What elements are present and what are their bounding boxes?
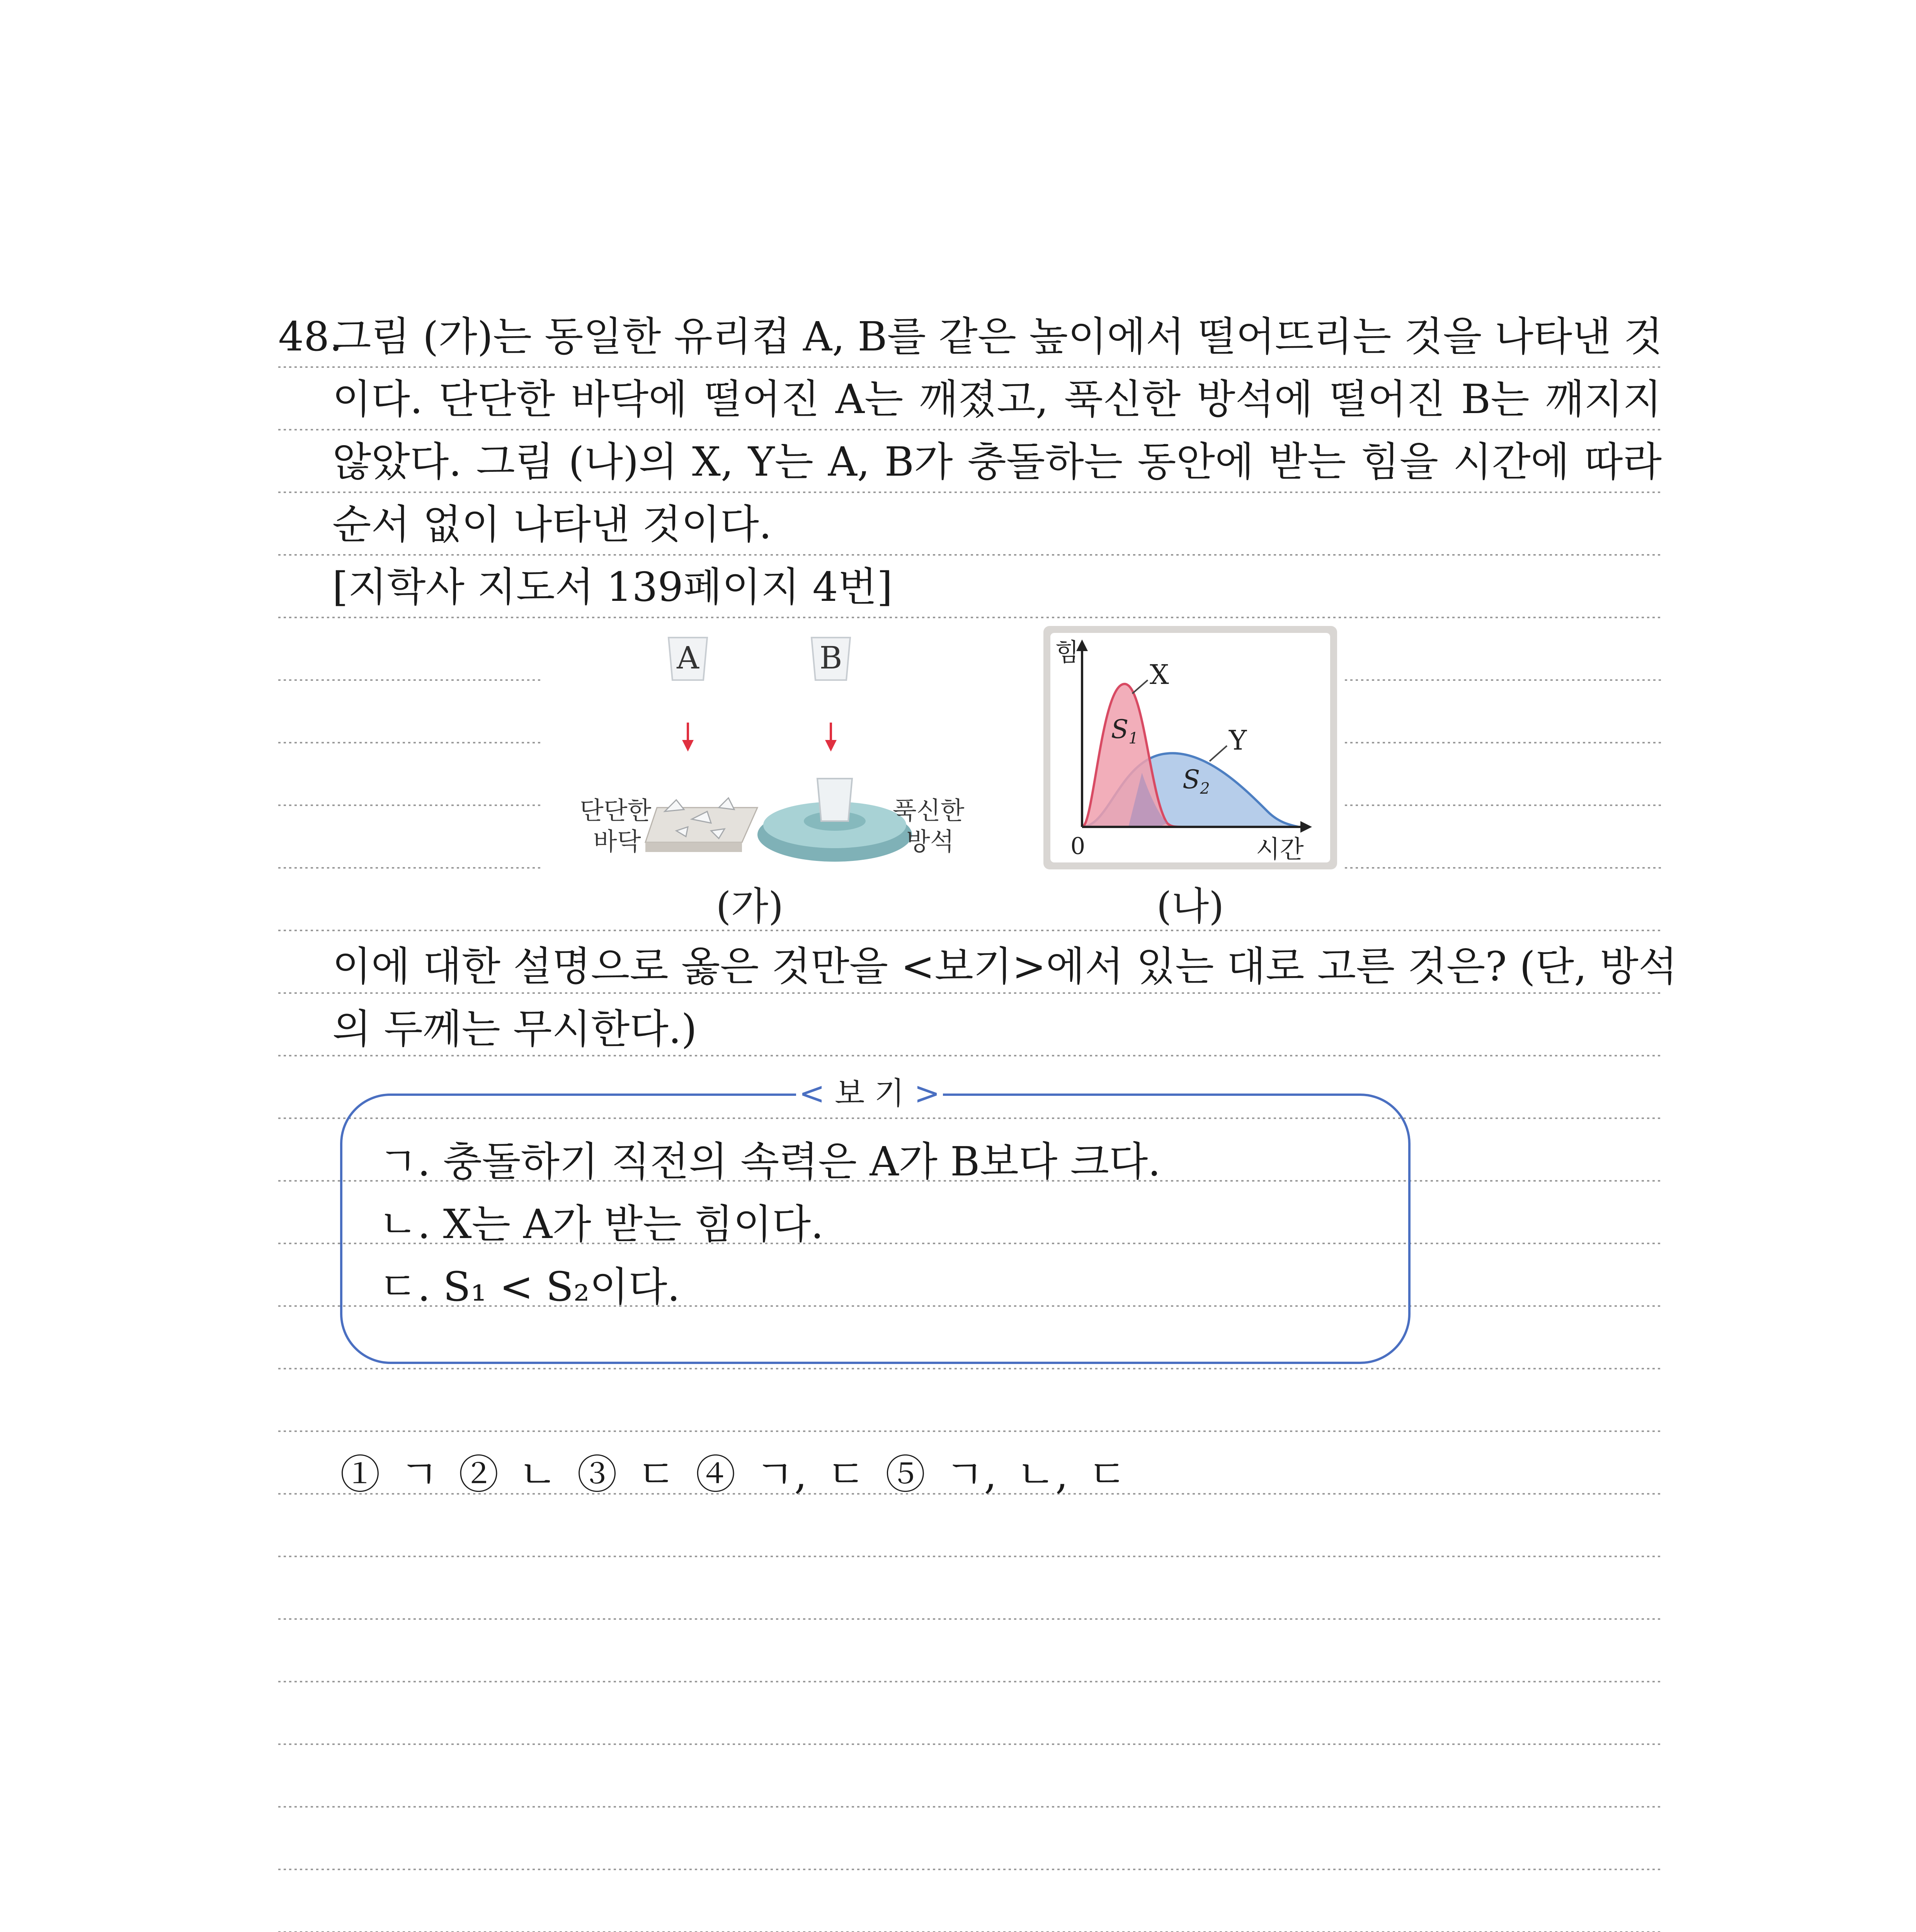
cushion-label-2: 방석 [906,828,954,856]
figure [541,626,1353,935]
y-axis-label: 힘 [1055,638,1079,667]
cup-b [812,638,850,680]
bogi-item-2: ㄴ. X는 A가 받는 힘이다. [379,1201,824,1248]
x-axis-label: 시간 [1256,835,1304,864]
arrow-down-icon [682,723,694,752]
floor-label-2: 바닥 [593,828,641,856]
figure-ga-caption: (가) [716,884,784,929]
area-s2-label: $S_2$ [1183,765,1210,798]
figure-na [1043,626,1337,929]
bogi-items [379,1130,1160,1318]
cup-a-label: A [677,640,699,676]
question-line-1: 48.그림 (가)는 동일한 유리컵 A, B를 같은 높이에서 떨어뜨리는 것을 나타낸 것 [278,305,1662,368]
bogi-title: < 보 기 > [796,1072,943,1115]
question-number: 48. [278,313,342,360]
floor-label: 단단한 [580,797,652,825]
figure-ga [580,638,965,929]
prompt-line-1: 이에 대한 설명으로 옳은 것만을 <보기>에서 있는 대로 고른 것은? (단, 방석 [332,943,1678,990]
arrow-down-icon [825,723,837,752]
bogi-item-3: ㄷ. S₁ < S₂이다. [379,1263,680,1310]
question-prompt [278,935,1678,1060]
area-s1-label: $S_1$ [1111,714,1138,747]
bogi-item-1: ㄱ. 충돌하기 직전의 속력은 A가 B보다 크다. [379,1138,1161,1185]
cushion-label: 푹신한 [893,797,965,825]
question-stem [278,305,1662,618]
answer-choices[interactable]: ① ㄱ ② ㄴ ③ ㄷ ④ ㄱ, ㄷ ⑤ ㄱ, ㄴ, ㄷ [340,1451,1127,1498]
prompt-line-2: 의 두께는 무시한다.) [332,1005,697,1053]
origin-label: 0 [1070,833,1086,860]
cup-b-label: B [819,640,842,676]
series-y-label: Y [1229,724,1247,756]
question-line-4: 순서 없이 나타낸 것이다. [332,501,772,548]
question-source: [지학사 지도서 139페이지 4번] [332,563,893,611]
cup-a [669,638,707,680]
hard-floor [645,798,757,852]
question-line-3: 않았다. 그림 (나)의 X, Y는 A, B가 충돌하는 동안에 받는 힘을 시간에 따라 [332,438,1662,485]
question-line-2: 이다. 단단한 바닥에 떨어진 A는 깨졌고, 푹신한 방석에 떨어진 B는 깨지지 [332,376,1662,423]
figure-na-caption: (나) [1156,884,1224,929]
series-x-label: X [1150,659,1169,690]
cushion [757,779,912,862]
